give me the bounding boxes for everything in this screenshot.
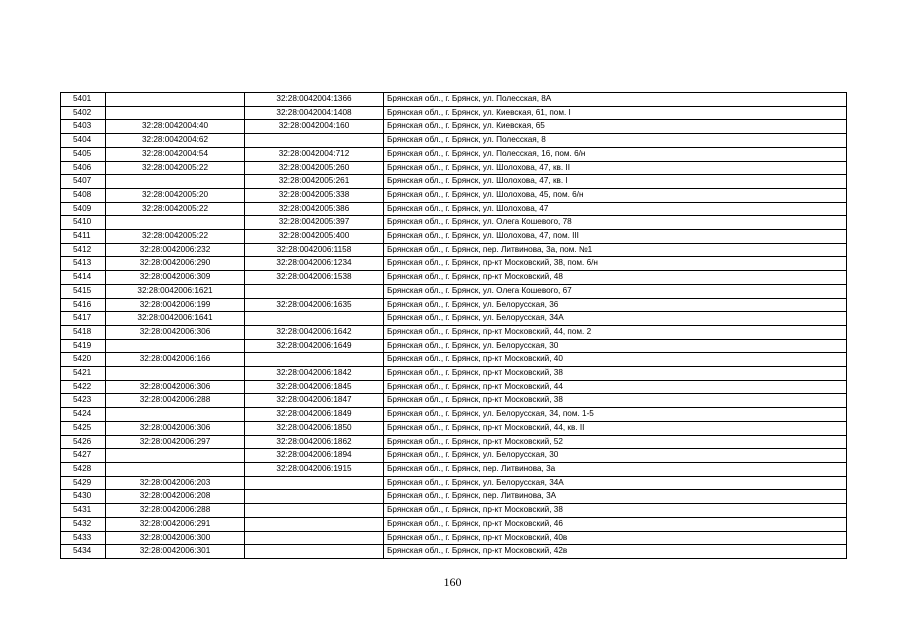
land-cadastral-number-cell: 32:28:0042006:290: [106, 257, 245, 271]
land-cadastral-number-cell: 32:28:0042006:288: [106, 394, 245, 408]
address-cell: Брянская обл., г. Брянск, пр-кт Московский, 38: [384, 367, 847, 381]
row-number-cell: 5410: [61, 216, 106, 230]
building-cadastral-number-cell: 32:28:0042004:712: [245, 147, 384, 161]
land-cadastral-number-cell: 32:28:0042006:1641: [106, 312, 245, 326]
table-row: [61, 421, 847, 435]
address-cell: Брянская обл., г. Брянск, пр-кт Московский, 44, пом. 2: [384, 325, 847, 339]
table-row: [61, 312, 847, 326]
land-cadastral-number-cell: [106, 449, 245, 463]
land-cadastral-number-cell: 32:28:0042004:62: [106, 134, 245, 148]
land-cadastral-number-cell: 32:28:0042006:166: [106, 353, 245, 367]
building-cadastral-number-cell: 32:28:0042006:1234: [245, 257, 384, 271]
table-row: [61, 216, 847, 230]
table-row: [61, 504, 847, 518]
land-cadastral-number-cell: 32:28:0042006:208: [106, 490, 245, 504]
table-row: [61, 106, 847, 120]
building-cadastral-number-cell: 32:28:0042006:1894: [245, 449, 384, 463]
address-cell: Брянская обл., г. Брянск, пр-кт Московский, 38: [384, 394, 847, 408]
row-number-cell: 5414: [61, 271, 106, 285]
table-row: [61, 284, 847, 298]
building-cadastral-number-cell: 32:28:0042005:338: [245, 188, 384, 202]
table-row: [61, 325, 847, 339]
row-number-cell: 5403: [61, 120, 106, 134]
land-cadastral-number-cell: 32:28:0042006:199: [106, 298, 245, 312]
row-number-cell: 5409: [61, 202, 106, 216]
building-cadastral-number-cell: 32:28:0042006:1635: [245, 298, 384, 312]
table-row: [61, 134, 847, 148]
address-cell: Брянская обл., г. Брянск, пр-кт Московский, 44, кв. II: [384, 421, 847, 435]
table-row: [61, 339, 847, 353]
land-cadastral-number-cell: 32:28:0042006:306: [106, 380, 245, 394]
building-cadastral-number-cell: [245, 312, 384, 326]
address-cell: Брянская обл., г. Брянск, пр-кт Московский, 42в: [384, 545, 847, 559]
building-cadastral-number-cell: 32:28:0042004:160: [245, 120, 384, 134]
building-cadastral-number-cell: [245, 353, 384, 367]
address-cell: Брянская обл., г. Брянск, ул. Белорусская, 34А: [384, 312, 847, 326]
row-number-cell: 5434: [61, 545, 106, 559]
row-number-cell: 5424: [61, 408, 106, 422]
table-row: [61, 161, 847, 175]
land-cadastral-number-cell: [106, 175, 245, 189]
row-number-cell: 5408: [61, 188, 106, 202]
row-number-cell: 5405: [61, 147, 106, 161]
building-cadastral-number-cell: 32:28:0042006:1642: [245, 325, 384, 339]
building-cadastral-number-cell: 32:28:0042006:1649: [245, 339, 384, 353]
land-cadastral-number-cell: 32:28:0042006:1621: [106, 284, 245, 298]
building-cadastral-number-cell: [245, 531, 384, 545]
land-cadastral-number-cell: 32:28:0042006:291: [106, 517, 245, 531]
land-cadastral-number-cell: 32:28:0042006:306: [106, 421, 245, 435]
building-cadastral-number-cell: [245, 476, 384, 490]
row-number-cell: 5420: [61, 353, 106, 367]
table-row: [61, 462, 847, 476]
address-cell: Брянская обл., г. Брянск, ул. Белорусская, 36: [384, 298, 847, 312]
address-cell: Брянская обл., г. Брянск, пр-кт Московский, 52: [384, 435, 847, 449]
address-cell: Брянская обл., г. Брянск, пер. Литвинова, 3а: [384, 462, 847, 476]
land-cadastral-number-cell: 32:28:0042006:288: [106, 504, 245, 518]
address-cell: Брянская обл., г. Брянск, ул. Шолохова, 47: [384, 202, 847, 216]
table-row: [61, 353, 847, 367]
table-row: [61, 243, 847, 257]
table-row: [61, 188, 847, 202]
table-row: [61, 476, 847, 490]
building-cadastral-number-cell: 32:28:0042006:1850: [245, 421, 384, 435]
building-cadastral-number-cell: 32:28:0042006:1158: [245, 243, 384, 257]
registry-table-container: [60, 92, 846, 559]
land-cadastral-number-cell: [106, 339, 245, 353]
address-cell: Брянская обл., г. Брянск, ул. Полесская, 8А: [384, 93, 847, 107]
address-cell: Брянская обл., г. Брянск, пр-кт Московский, 40: [384, 353, 847, 367]
building-cadastral-number-cell: [245, 545, 384, 559]
table-row: [61, 435, 847, 449]
building-cadastral-number-cell: 32:28:0042005:260: [245, 161, 384, 175]
row-number-cell: 5416: [61, 298, 106, 312]
row-number-cell: 5423: [61, 394, 106, 408]
address-cell: Брянская обл., г. Брянск, ул. Шолохова, 45, пом. 6/н: [384, 188, 847, 202]
land-cadastral-number-cell: 32:28:0042006:309: [106, 271, 245, 285]
table-row: [61, 271, 847, 285]
address-cell: Брянская обл., г. Брянск, пр-кт Московский, 44: [384, 380, 847, 394]
land-cadastral-number-cell: 32:28:0042006:300: [106, 531, 245, 545]
address-cell: Брянская обл., г. Брянск, ул. Олега Кошевого, 78: [384, 216, 847, 230]
registry-table: [60, 92, 847, 559]
address-cell: Брянская обл., г. Брянск, ул. Белорусская, 30: [384, 449, 847, 463]
address-cell: Брянская обл., г. Брянск, пр-кт Московский, 46: [384, 517, 847, 531]
building-cadastral-number-cell: 32:28:0042004:1366: [245, 93, 384, 107]
address-cell: Брянская обл., г. Брянск, ул. Шолохова, 47, кв. II: [384, 161, 847, 175]
row-number-cell: 5433: [61, 531, 106, 545]
registry-table-body: [61, 93, 847, 559]
table-row: [61, 517, 847, 531]
land-cadastral-number-cell: [106, 216, 245, 230]
table-row: [61, 531, 847, 545]
row-number-cell: 5418: [61, 325, 106, 339]
land-cadastral-number-cell: 32:28:0042006:301: [106, 545, 245, 559]
row-number-cell: 5428: [61, 462, 106, 476]
building-cadastral-number-cell: 32:28:0042006:1842: [245, 367, 384, 381]
land-cadastral-number-cell: 32:28:0042005:20: [106, 188, 245, 202]
table-row: [61, 202, 847, 216]
land-cadastral-number-cell: [106, 408, 245, 422]
address-cell: Брянская обл., г. Брянск, ул. Киевская, 65: [384, 120, 847, 134]
building-cadastral-number-cell: 32:28:0042006:1849: [245, 408, 384, 422]
table-row: [61, 175, 847, 189]
building-cadastral-number-cell: 32:28:0042005:397: [245, 216, 384, 230]
row-number-cell: 5415: [61, 284, 106, 298]
address-cell: Брянская обл., г. Брянск, пер. Литвинова, 3а, пом. №1: [384, 243, 847, 257]
address-cell: Брянская обл., г. Брянск, пр-кт Московский, 38, пом. 6/н: [384, 257, 847, 271]
land-cadastral-number-cell: [106, 93, 245, 107]
table-row: [61, 298, 847, 312]
building-cadastral-number-cell: 32:28:0042005:386: [245, 202, 384, 216]
building-cadastral-number-cell: 32:28:0042006:1538: [245, 271, 384, 285]
address-cell: Брянская обл., г. Брянск, ул. Киевская, 61, пом. I: [384, 106, 847, 120]
row-number-cell: 5430: [61, 490, 106, 504]
row-number-cell: 5417: [61, 312, 106, 326]
row-number-cell: 5429: [61, 476, 106, 490]
row-number-cell: 5402: [61, 106, 106, 120]
address-cell: Брянская обл., г. Брянск, ул. Шолохова, 47, пом. III: [384, 230, 847, 244]
row-number-cell: 5421: [61, 367, 106, 381]
row-number-cell: 5426: [61, 435, 106, 449]
building-cadastral-number-cell: 32:28:0042005:261: [245, 175, 384, 189]
table-row: [61, 449, 847, 463]
address-cell: Брянская обл., г. Брянск, ул. Белорусская, 34, пом. 1-5: [384, 408, 847, 422]
row-number-cell: 5411: [61, 230, 106, 244]
land-cadastral-number-cell: 32:28:0042006:306: [106, 325, 245, 339]
address-cell: Брянская обл., г. Брянск, пер. Литвинова, 3А: [384, 490, 847, 504]
table-row: [61, 147, 847, 161]
building-cadastral-number-cell: [245, 504, 384, 518]
building-cadastral-number-cell: 32:28:0042006:1847: [245, 394, 384, 408]
page-number: 160: [443, 575, 462, 589]
building-cadastral-number-cell: 32:28:0042006:1862: [245, 435, 384, 449]
building-cadastral-number-cell: 32:28:0042005:400: [245, 230, 384, 244]
row-number-cell: 5404: [61, 134, 106, 148]
address-cell: Брянская обл., г. Брянск, ул. Шолохова, 47, кв. I: [384, 175, 847, 189]
table-row: [61, 120, 847, 134]
building-cadastral-number-cell: 32:28:0042004:1408: [245, 106, 384, 120]
land-cadastral-number-cell: [106, 462, 245, 476]
table-row: [61, 367, 847, 381]
land-cadastral-number-cell: 32:28:0042005:22: [106, 161, 245, 175]
address-cell: Брянская обл., г. Брянск, ул. Белорусская, 30: [384, 339, 847, 353]
land-cadastral-number-cell: 32:28:0042006:232: [106, 243, 245, 257]
land-cadastral-number-cell: 32:28:0042004:40: [106, 120, 245, 134]
address-cell: Брянская обл., г. Брянск, ул. Олега Кошевого, 67: [384, 284, 847, 298]
row-number-cell: 5413: [61, 257, 106, 271]
table-row: [61, 490, 847, 504]
address-cell: Брянская обл., г. Брянск, ул. Полесская, 8: [384, 134, 847, 148]
land-cadastral-number-cell: 32:28:0042006:203: [106, 476, 245, 490]
land-cadastral-number-cell: 32:28:0042006:297: [106, 435, 245, 449]
address-cell: Брянская обл., г. Брянск, пр-кт Московский, 48: [384, 271, 847, 285]
row-number-cell: 5406: [61, 161, 106, 175]
row-number-cell: 5425: [61, 421, 106, 435]
table-row: [61, 230, 847, 244]
building-cadastral-number-cell: 32:28:0042006:1915: [245, 462, 384, 476]
land-cadastral-number-cell: [106, 106, 245, 120]
building-cadastral-number-cell: [245, 284, 384, 298]
land-cadastral-number-cell: 32:28:0042005:22: [106, 230, 245, 244]
land-cadastral-number-cell: [106, 367, 245, 381]
row-number-cell: 5419: [61, 339, 106, 353]
table-row: [61, 380, 847, 394]
address-cell: Брянская обл., г. Брянск, ул. Белорусская, 34А: [384, 476, 847, 490]
table-row: [61, 257, 847, 271]
row-number-cell: 5422: [61, 380, 106, 394]
row-number-cell: 5431: [61, 504, 106, 518]
address-cell: Брянская обл., г. Брянск, пр-кт Московский, 40в: [384, 531, 847, 545]
table-row: [61, 394, 847, 408]
table-row: [61, 545, 847, 559]
table-row: [61, 93, 847, 107]
row-number-cell: 5412: [61, 243, 106, 257]
address-cell: Брянская обл., г. Брянск, ул. Полесская, 16, пом. 6/н: [384, 147, 847, 161]
building-cadastral-number-cell: [245, 134, 384, 148]
row-number-cell: 5407: [61, 175, 106, 189]
address-cell: Брянская обл., г. Брянск, пр-кт Московский, 38: [384, 504, 847, 518]
building-cadastral-number-cell: [245, 517, 384, 531]
land-cadastral-number-cell: 32:28:0042005:22: [106, 202, 245, 216]
land-cadastral-number-cell: 32:28:0042004:54: [106, 147, 245, 161]
row-number-cell: 5427: [61, 449, 106, 463]
building-cadastral-number-cell: [245, 490, 384, 504]
building-cadastral-number-cell: 32:28:0042006:1845: [245, 380, 384, 394]
row-number-cell: 5432: [61, 517, 106, 531]
table-row: [61, 408, 847, 422]
row-number-cell: 5401: [61, 93, 106, 107]
